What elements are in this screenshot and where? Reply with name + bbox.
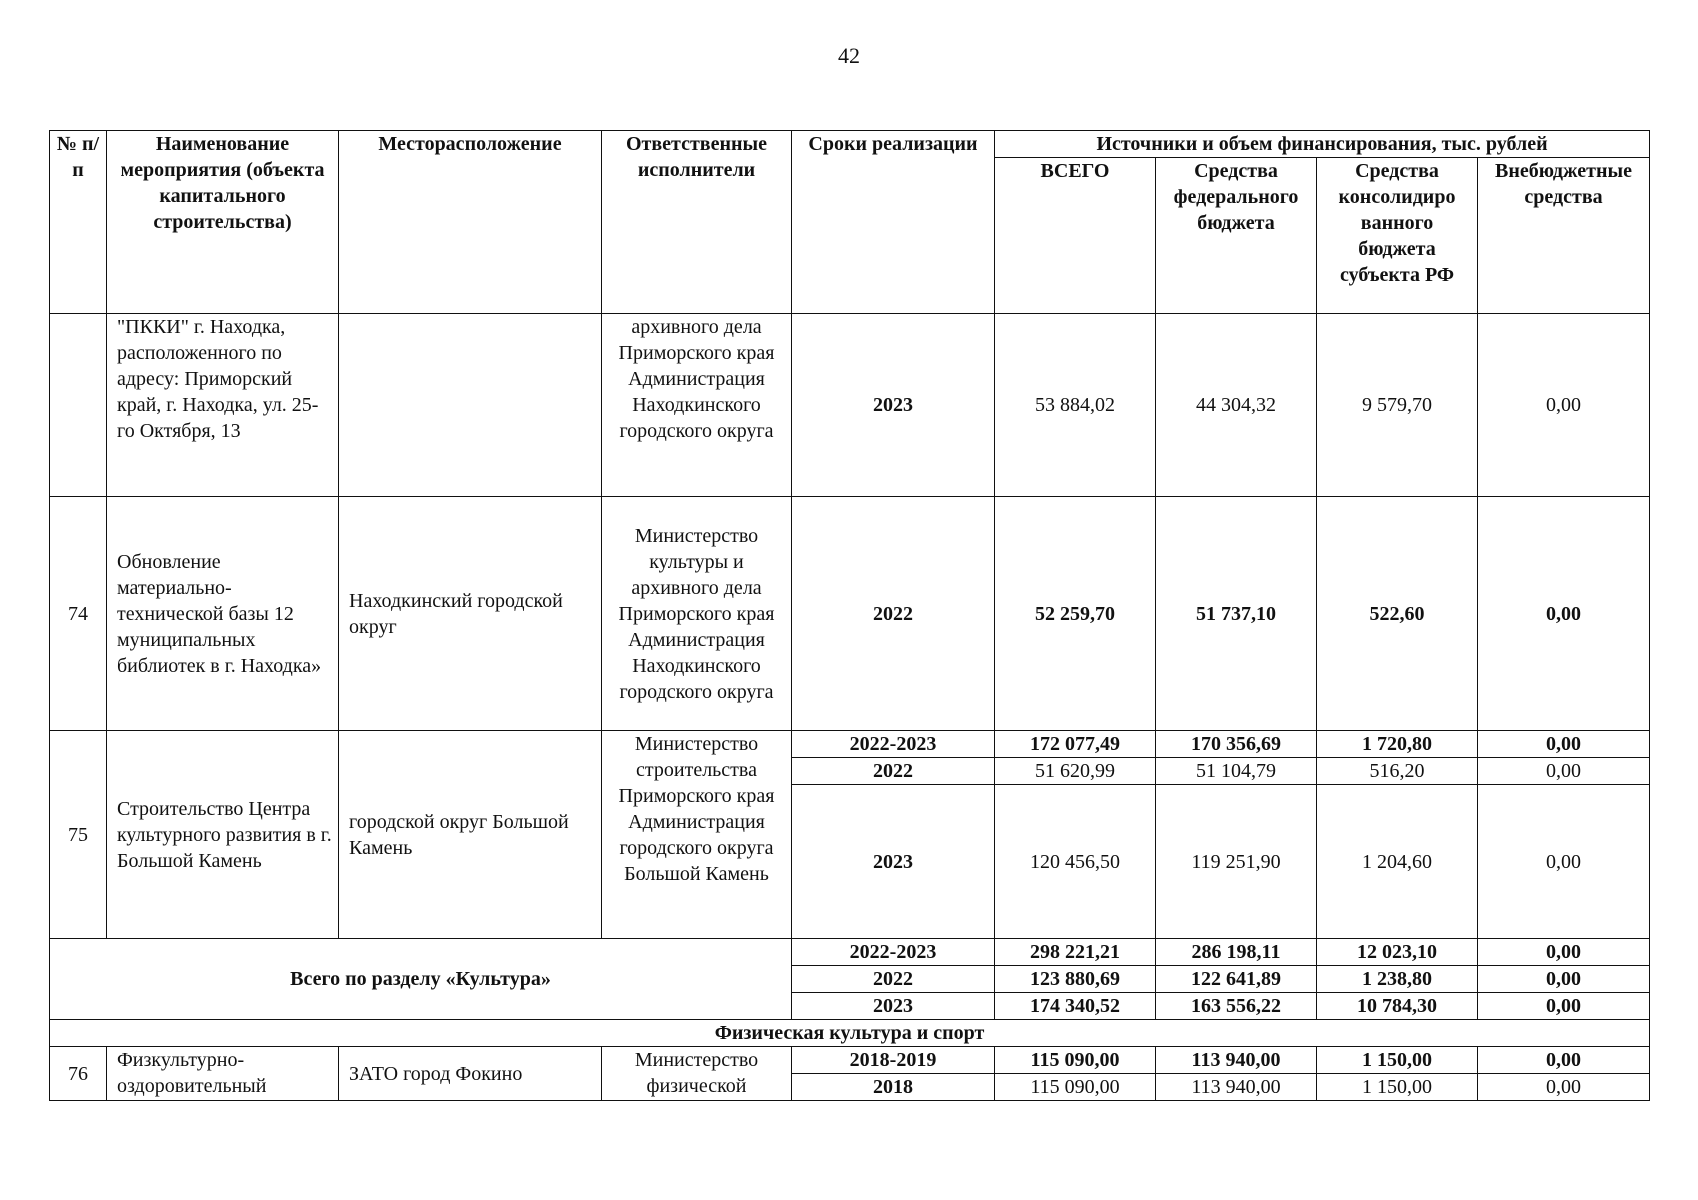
cell-extrabudget: 0,00 [1478,939,1650,966]
cell-extrabudget: 0,00 [1478,993,1650,1020]
header-period: Сроки реализации [792,131,995,314]
header-total: ВСЕГО [995,158,1156,314]
cell-name: Физкультурно-оздоровительный [107,1047,339,1101]
cell-consolidated: 1 150,00 [1317,1074,1478,1101]
cell-federal: 113 940,00 [1156,1074,1317,1101]
table-row-total-culture [50,939,1650,966]
header-location: Месторасположение [339,131,602,314]
cell-total: 115 090,00 [995,1074,1156,1101]
cell-extrabudget: 0,00 [1478,785,1650,939]
cell-responsible: Министерство культуры и архивного дела Приморского края Администрация Находкинского городского округа [602,497,792,731]
cell-location: ЗАТО город Фокино [339,1047,602,1101]
cell-consolidated: 10 784,30 [1317,993,1478,1020]
cell-responsible: архивного дела Приморского края Администрация Находкинского городского округа [602,314,792,497]
cell-period: 2022 [792,758,995,785]
total-culture-label: Всего по разделу «Культура» [50,939,792,1020]
cell-federal: 113 940,00 [1156,1047,1317,1074]
header-sources: Источники и объем финансирования, тыс. рублей [995,131,1650,158]
cell-federal: 122 641,89 [1156,966,1317,993]
cell-period: 2023 [792,785,995,939]
cell-location: городской округ Большой Камень [339,731,602,939]
cell-period: 2023 [792,993,995,1020]
cell-period: 2022-2023 [792,731,995,758]
cell-period: 2022 [792,966,995,993]
cell-total: 52 259,70 [995,497,1156,731]
cell-total: 172 077,49 [995,731,1156,758]
table-row-75 [50,731,1650,758]
cell-total: 53 884,02 [995,314,1156,497]
section-heading: Физическая культура и спорт [50,1020,1650,1047]
cell-total: 120 456,50 [995,785,1156,939]
cell-consolidated: 1 238,80 [1317,966,1478,993]
cell-total: 123 880,69 [995,966,1156,993]
cell-federal: 51 104,79 [1156,758,1317,785]
cell-name: Обновление материально-технической базы 12 муниципальных библиотек в г. Находка» [107,497,339,731]
cell-extrabudget: 0,00 [1478,966,1650,993]
cell-federal: 286 198,11 [1156,939,1317,966]
section-row-sport [50,1020,1650,1047]
cell-extrabudget: 0,00 [1478,1047,1650,1074]
cell-federal: 44 304,32 [1156,314,1317,497]
cell-federal: 170 356,69 [1156,731,1317,758]
cell-num: 75 [50,731,107,939]
cell-period: 2023 [792,314,995,497]
cell-num: 76 [50,1047,107,1101]
header-name: Наименование мероприятия (объекта капитального строительства) [107,131,339,314]
page-number: 42 [838,43,860,68]
header-num: № п/п [50,131,107,314]
cell-consolidated: 12 023,10 [1317,939,1478,966]
table-row-76 [50,1047,1650,1074]
cell-num [50,314,107,497]
cell-total: 298 221,21 [995,939,1156,966]
cell-total: 51 620,99 [995,758,1156,785]
cell-total: 174 340,52 [995,993,1156,1020]
cell-location: Находкинский городской округ [339,497,602,731]
cell-consolidated: 516,20 [1317,758,1478,785]
cell-extrabudget: 0,00 [1478,758,1650,785]
financing-table [49,130,1650,1101]
header-federal: Средства федерального бюджета [1156,158,1317,314]
cell-extrabudget: 0,00 [1478,731,1650,758]
cell-period: 2018-2019 [792,1047,995,1074]
cell-period: 2022-2023 [792,939,995,966]
cell-responsible: Министерство строительства Приморского края Администрация городского округа Большой Камень [602,731,792,939]
table-row-74 [50,497,1650,731]
cell-location [339,314,602,497]
cell-federal: 119 251,90 [1156,785,1317,939]
cell-consolidated: 1 150,00 [1317,1047,1478,1074]
cell-extrabudget: 0,00 [1478,1074,1650,1101]
header-consolidated: Средства консолидиро ванного бюджета субъекта РФ [1317,158,1478,314]
header-extrabudget: Внебюджетные средства [1478,158,1650,314]
cell-num: 74 [50,497,107,731]
header-row-1 [50,131,1650,158]
cell-consolidated: 9 579,70 [1317,314,1478,497]
cell-period: 2022 [792,497,995,731]
cell-name: "ПККИ" г. Находка, расположенного по адресу: Приморский край, г. Находка, ул. 25-го Октября, 13 [107,314,339,497]
header-responsible: Ответственные исполнители [602,131,792,314]
table-row-continuation [50,314,1650,497]
cell-total: 115 090,00 [995,1047,1156,1074]
cell-name: Строительство Центра культурного развития в г. Большой Камень [107,731,339,939]
cell-federal: 163 556,22 [1156,993,1317,1020]
cell-consolidated: 522,60 [1317,497,1478,731]
cell-extrabudget: 0,00 [1478,497,1650,731]
cell-consolidated: 1 720,80 [1317,731,1478,758]
cell-responsible: Министерство физической [602,1047,792,1101]
cell-federal: 51 737,10 [1156,497,1317,731]
cell-consolidated: 1 204,60 [1317,785,1478,939]
cell-period: 2018 [792,1074,995,1101]
cell-extrabudget: 0,00 [1478,314,1650,497]
